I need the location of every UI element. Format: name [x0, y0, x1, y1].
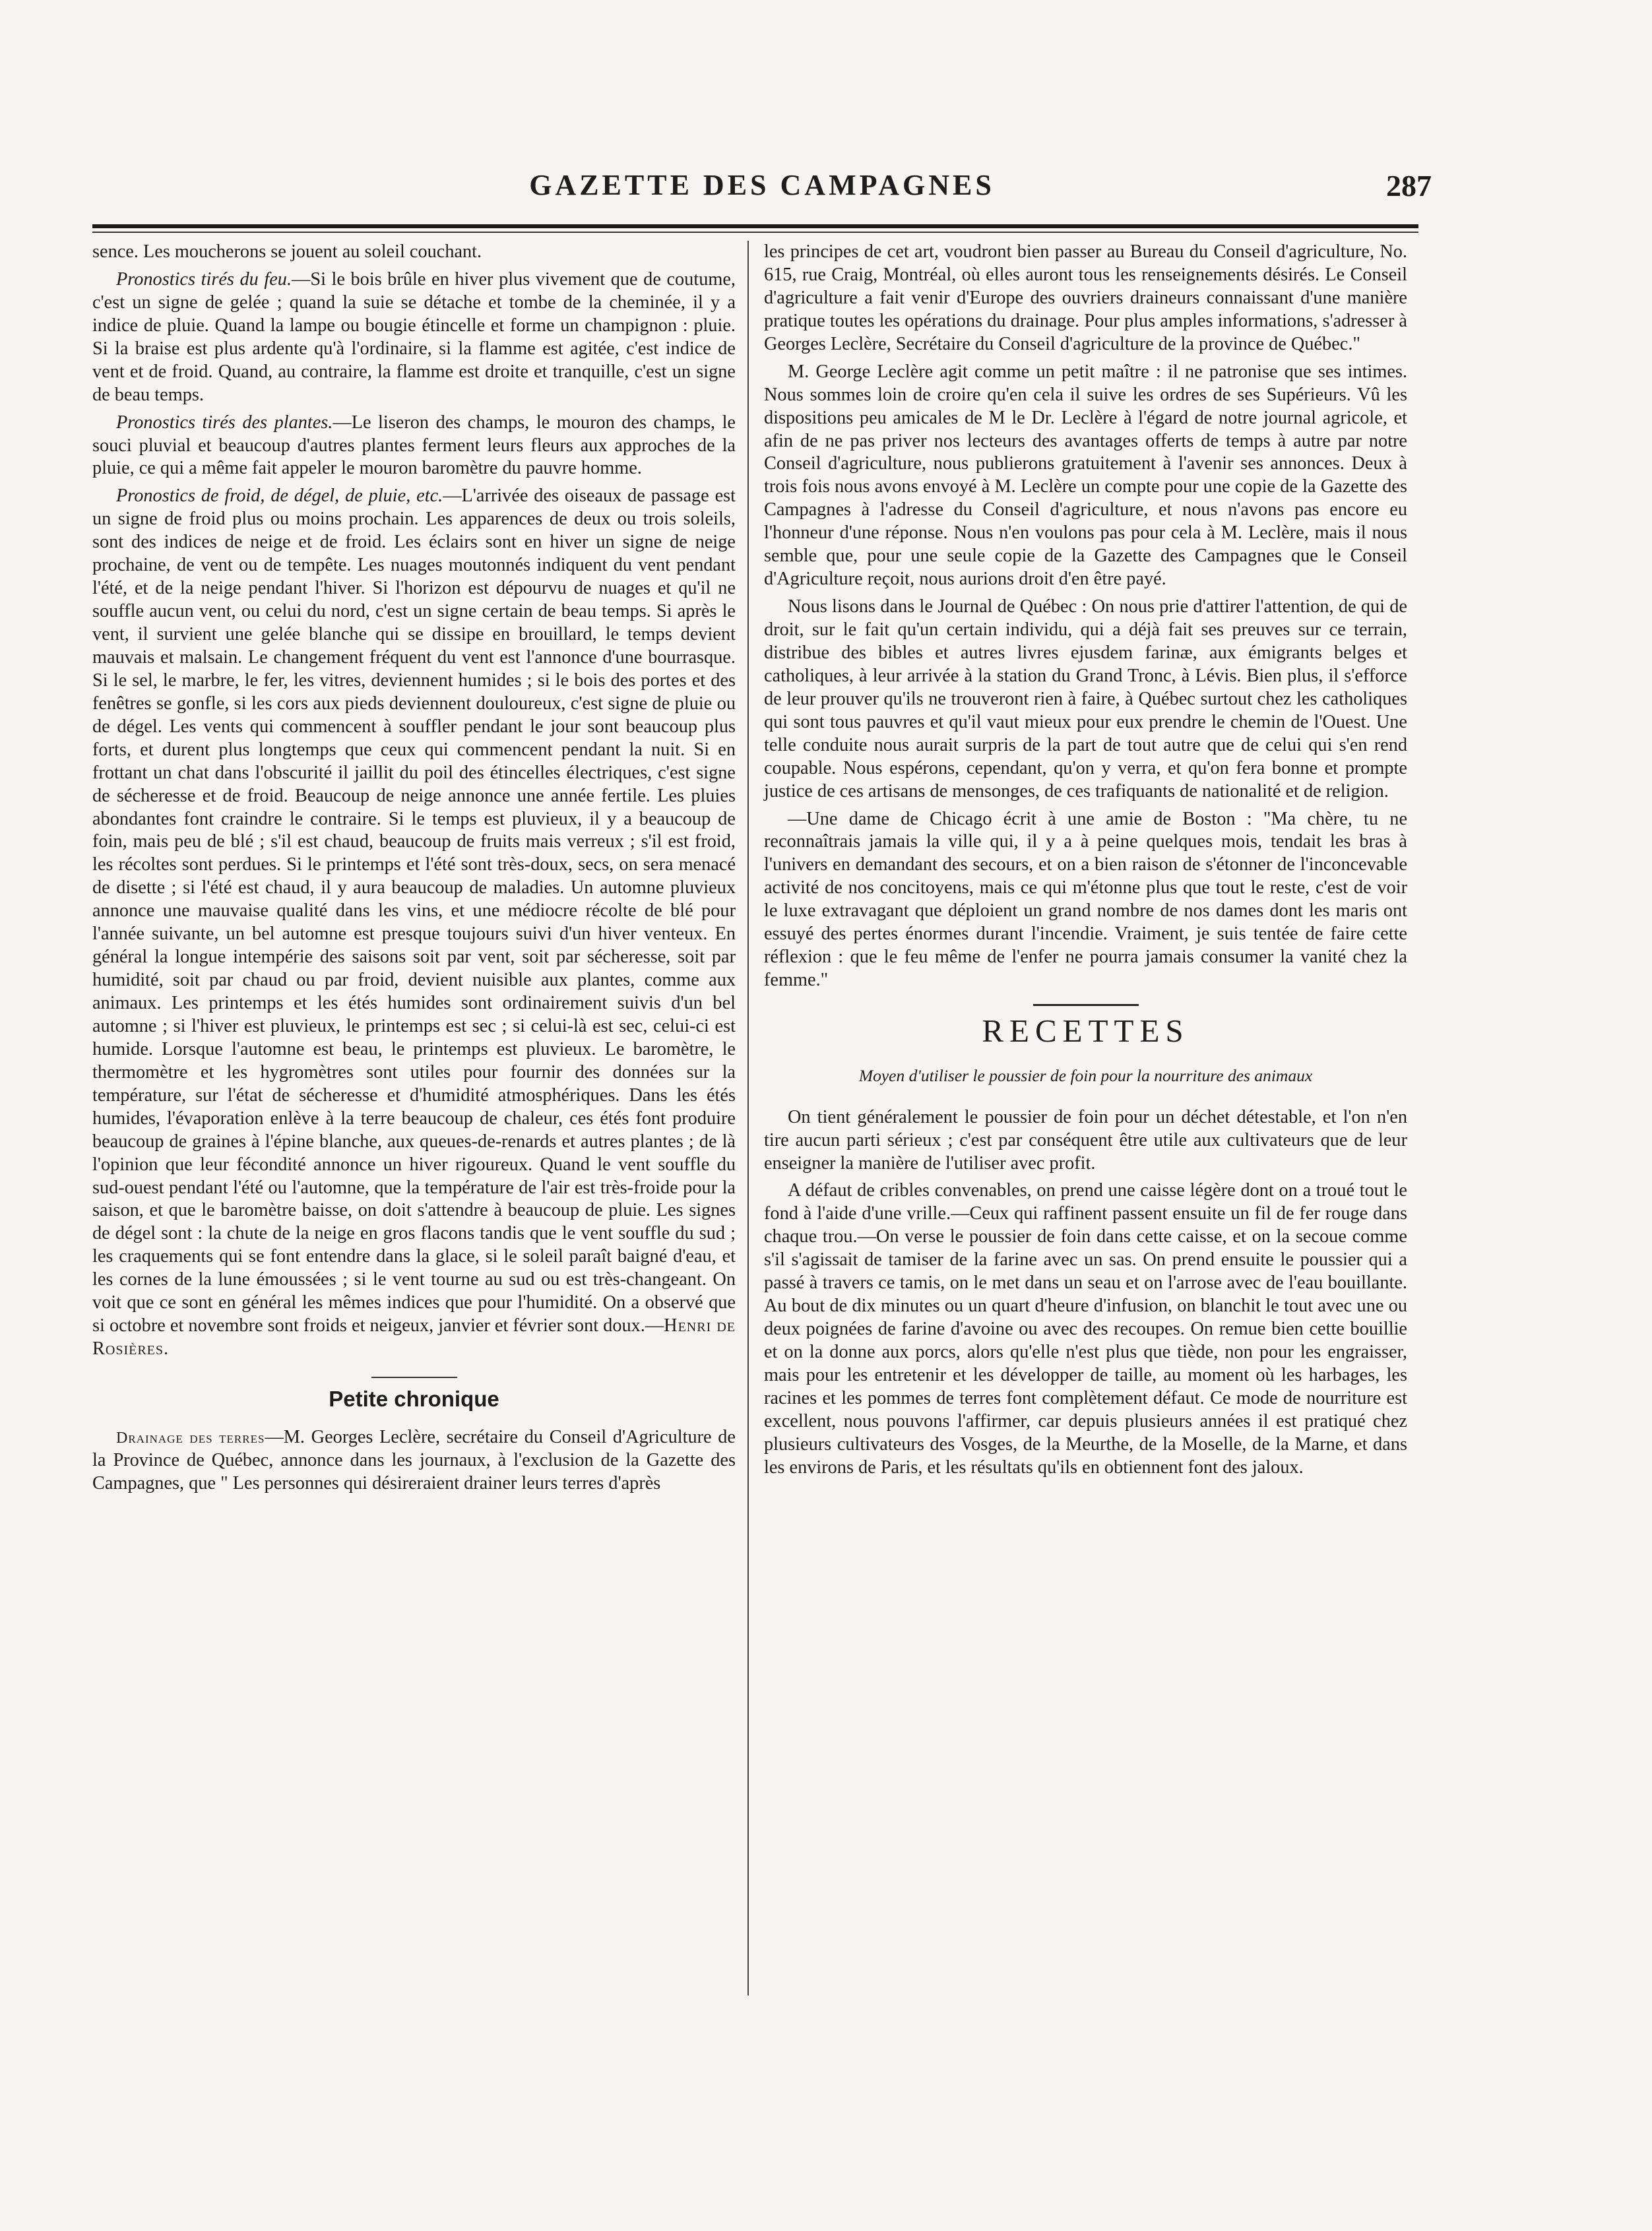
paragraph-continuation: sence. Les moucherons se jouent au soleil couchant. [92, 241, 482, 262]
page-number: 287 [1386, 169, 1432, 203]
page-header [92, 168, 1432, 208]
right-column [764, 241, 1407, 1480]
paragraph-poussier-intro: On tient généralement le poussier de foin pour un déchet détestable, et l'on n'en tire aucun parti sérieux ; c'est par conséquent être utile aux cultivateurs que de leur enseigner la manière de l'utiliser avec profit. [764, 1106, 1407, 1174]
paragraph-pronostics-froid [92, 485, 736, 1361]
paragraph-pronostics-plantes [92, 412, 736, 481]
paragraph-leclere: M. George Leclère agit comme un petit maître : il ne patronise que ses intimes. Nous sommes loin de croire qu'en cela il suive les ordres de ses Supérieurs. Vû les dispositions peu amicales de M le Dr. Leclère à l'égard de notre journal agricole, et afin de ne pas priver nos lecteurs des avantages offerts de temps à autre par notre Conseil d'agriculture, nous publierons gratuitement à l'avenir ses annonces. Deux à trois fois nous avons envoyé à M. Leclère un compte pour une copie de la Gazette des Campagnes à l'adresse du Conseil d'agriculture, et nous n'avons pas encore eu l'honneur d'une réponse. Nous n'en voulons pas pour cela à M. Leclère, mais il nous semble que, pour une seule copie de la Gazette des Campagnes que le Conseil d'Agriculture reçoit, nous aurions droit d'en être payé. [764, 361, 1407, 590]
paragraph-drainage-continued: les principes de cet art, voudront bien passer au Bureau du Conseil d'agriculture, No. 615, rue Craig, Montréal, où elles auront tous les renseignements désirés. Le Conseil d'agriculture a fait venir d'Europe des ouvriers draineurs connaissant d'une manière pratique toutes les opérations du drainage. Pour plus amples informations, s'adresser à Georges Leclère, Secrétaire du Conseil d'agriculture de la province de Québec." [764, 241, 1407, 354]
article-subtitle: Moyen d'utiliser le poussier de foin pour la nourriture des animaux [858, 1065, 1313, 1085]
item-lead: Drainage des terres [116, 1429, 265, 1447]
header-rule-thin [92, 232, 1418, 233]
run-in-heading: Pronostics de froid, de dégel, de pluie, etc. [116, 486, 443, 507]
section-divider [371, 1377, 457, 1378]
paragraph-body: —M. Georges Leclère, secrétaire du Conseil d'Agriculture de la Province de Québec, annonce dans les journaux, à l'exclusion de la Gazette des Campagnes, que " Les personnes qui désireraient drainer leurs terres d'après [92, 1426, 736, 1493]
section-divider [1033, 1004, 1139, 1006]
section-title-recettes: RECETTES [982, 1013, 1190, 1049]
author-signature: Henri de Rosières. [92, 1315, 736, 1360]
paragraph-drainage [92, 1426, 736, 1495]
paragraph-journal-de-quebec: Nous lisons dans le Journal de Québec : On nous prie d'attirer l'attention, de qui de droit, sur le fait qu'un certain individu, qui a déjà fait ses preuves sur ce terrain, distribue des bibles et autres livres ejusdem farinæ, aux émigrants belges et catholiques, à leur arrivée à la station du Grand Tronc, à Lévis. Bien plus, il s'efforce de leur prouver qu'ils ne trouveront rien à faire, à Québec surtout chez les catholiques qui sont tous pauvres et qu'il vaut mieux pour eux prendre le chemin de l'Ouest. Une telle conduite nous aurait surpris de la part de tout autre que de celui qui s'en rend coupable. Nous espérons, cependant, qu'on y verra, et qu'on fera bonne et prompte justice de ces artisans de mensonges, de ces trafiquants de nationalité et de religion. [764, 596, 1407, 801]
paragraph-dame-de-chicago: —Une dame de Chicago écrit à une amie de Boston : "Ma chère, tu ne reconnaîtrais jamais la ville qui, il y a à peine quelques mois, tendait les bras à l'univers en demandant des secours, et on a bien raison de s'étonner de l'inconcevable activité de nos concitoyens, mais ce qui m'étonne plus que tout le reste, c'est de voir le luxe extravagant que déploient un grand nombre de nos dames dont les maris ont essuyé des pertes énormes durant l'incendie. Vraiment, je suis tentée de faire cette réflexion : que le feu même de l'enfer ne pourra jamais consumer la vanité chez la femme." [764, 808, 1407, 991]
newspaper-title: GAZETTE DES CAMPAGNES [529, 169, 995, 201]
paragraph-body: —Le liseron des champs, le mouron des champs, le souci pluvial et beaucoup d'autres plantes ferment leurs fleurs aux approches de la pluie, ce qui a même fait appeler le mouron baromètre du pauvre homme. [92, 412, 736, 479]
left-column [92, 241, 736, 1495]
run-in-heading: Pronostics tirés des plantes. [116, 412, 333, 433]
header-rule [92, 224, 1418, 228]
paragraph-pronostics-feu [92, 268, 736, 407]
section-title-petite-chronique: Petite chronique [329, 1387, 499, 1411]
run-in-heading: Pronostics tirés du feu. [116, 268, 292, 290]
column-divider [747, 241, 749, 1995]
paragraph-body: —Si le bois brûle en hiver plus vivement que de coutume, c'est un signe de gelée ; quand la suie se détache et tombe de la cheminée, il y a indice de pluie. Quand la lampe ou bougie étincelle et forme un champignon : pluie. Si la braise est plus ardente qu'à l'ordinaire, si la flamme est agitée, c'est indice de vent et de froid. Quand, au contraire, la flamme est droite et tranquille, c'est un signe de beau temps. [92, 268, 736, 405]
paragraph-body: —L'arrivée des oiseaux de passage est un signe de froid plus ou moins prochain. Les apparences de deux ou trois soleils, sont des indices de neige et de froid. Les éclairs sont en hiver un signe de neige prochaine, de vent ou de tempête. Les nuages moutonnés indiquent du vent pendant l'été, et de la neige pendant l'hiver. Si l'horizon est dépourvu de nuages et qu'il ne souffle aucun vent, ou celui du nord, c'est un signe certain de beau temps. Si après le vent, il survient une gelée blanche qui se dissipe en brouillard, le temps devient mauvais et malsain. Le changement fréquent du vent est l'annonce d'une bourrasque. Si le sel, le marbre, le fer, les vitres, deviennent humides ; si le bois des portes et des fenêtres se gonfle, si les cors aux pieds deviennent douloureux, c'est signe de pluie ou de dégel. Les vents qui commencent à souffler pendant le jour sont beaucoup plus forts, et durent plus longtemps que ceux qui commencent pendant la nuit. Si en frottant un chat dans l'obscurité il jaillit du poil des étincelles électriques, c'est signe de sécheresse et de froid. Beaucoup de neige annonce une année fertile. Les pluies abondantes font craindre le contraire. Si le temps est pluvieux, il y a beaucoup de foin, mais peu de blé ; s'il est chaud, beaucoup de fruits mais verreux ; s'il est froid, les récoltes sont perdues. Si le printemps et l'été sont très-doux, secs, on sera menacé de disette ; si l'été est chaud, il y aura beaucoup de maladies. Un automne pluvieux annonce une mauvaise qualité dans les vins, et une médiocre récolte de blé pour l'année suivante, un bel automne est presque toujours suivi d'un hiver venteux. En général la longue intempérie des saisons soit par vent, soit par sécheresse, soit par humidité, soit par chaud ou par froid, devient nuisible aux plantes, comme aux animaux. Les printemps et les étés humides sont ordinairement suivis d'un bel automne ; si l'hiver est pluvieux, le printemps est sec ; si celui-là est sec, celui-ci est humide. Lorsque l'automne est beau, le printemps est pluvieux. Le baromètre, le thermomètre et les hygromètres sont utiles pour fournir des données sur la température, sur l'état de sécheresse et d'humidité atmosphériques. Dans les étés humides, l'évaporation enlève à la terre beaucoup de chaleur, ces étés font produire beaucoup de graines à l'épine blanche, aux queues-de-renards et autres plantes ; de là l'opinion que leur fécondité annonce un hiver rigoureux. Quand le vent souffle du sud-ouest pendant l'été ou l'automne, que la température de l'air est très-froide pour la saison, et que le baromètre baisse, on doit s'attendre à beaucoup de pluie. Les signes de dégel sont : la chute de la neige en gros flacons tandis que le vent souffle du sud ; les craquements qui se font entendre dans la glace, si le soleil paraît baigné d'eau, et les cornes de la lune émoussées ; si le vent tourne au sud ou est très-changeant. On voit que ce sont en général les mêmes indices que pour l'humidité. On a observé que si octobre et novembre sont froids et neigeux, janvier et février sont doux.— [92, 486, 736, 1336]
paragraph-poussier-method: A défaut de cribles convenables, on prend une caisse légère dont on a troué tout le fond à l'aide d'une vrille.—Ceux qui raffinent passent ensuite un fil de fer rouge dans chaque trou.—On verse le poussier de foin dans cette caisse, et on la secoue comme s'il s'agissait de tamiser de la farine avec un sas. On prend ensuite le poussier qui a passé à travers ce tamis, on le met dans un seau et on l'arrose avec de l'eau bouillante. Au bout de dix minutes ou un quart d'heure d'infusion, on blanchit le tout avec une ou deux poignées de farine d'avoine ou avec des recoupes. On remue bien cette bouillie et on la donne aux porcs, alors qu'elle n'est plus que tiède, non pour les engraisser, mais pour les entretenir et les développer de taille, au moment où les harbages, les racines et les pommes de terres font complètement défaut. Ce mode de nourriture est excellent, nous pouvons l'affirmer, car depuis plusieurs années il est pratiqué chez plusieurs cultivateurs des Vosges, de la Meurthe, de la Moselle, de la Marne, et dans les environs de Paris, et les résultats qu'ils en obtiennent font des jaloux. [764, 1180, 1407, 1478]
